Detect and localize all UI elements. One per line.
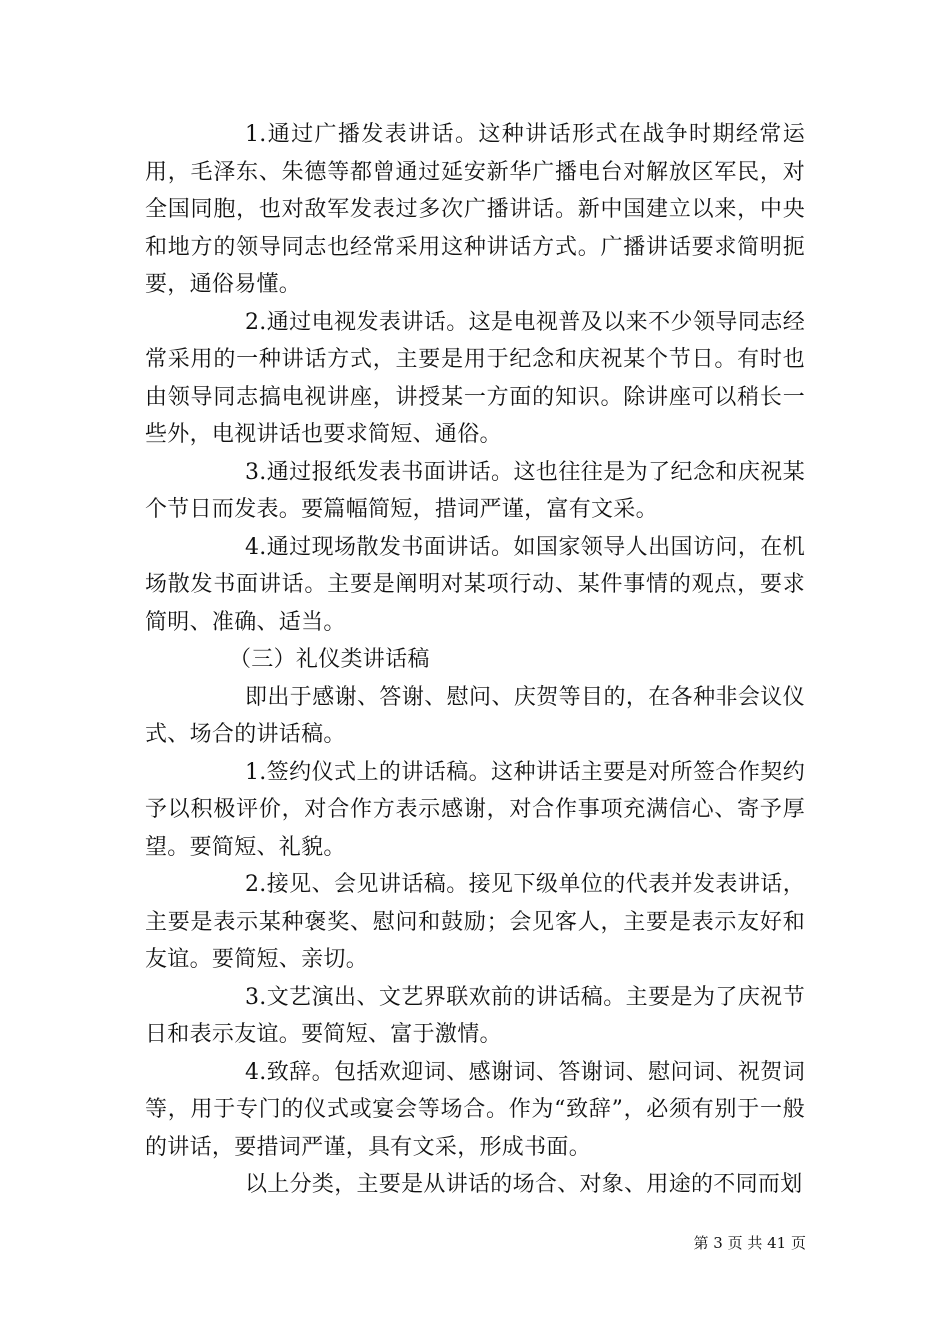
paragraph-newspaper-speech: 3.通过报纸发表书面讲话。这也往往是为了纪念和庆祝某个节日而发表。要篇幅简短，措词严谨，富有文采。 [145, 459, 805, 522]
section-heading-ceremonial: （三）礼仪类讲话稿 [229, 647, 430, 672]
paragraph-reception-meeting: 2.接见、会见讲话稿。接见下级单位的代表并发表讲话，主要是表示某种褒奖、慰问和鼓励；会见客人，主要是表示友好和友谊。要简短、亲切。 [145, 872, 805, 972]
paragraph-broadcast-speech: 1.通过广播发表讲话。这种讲话形式在战争时期经常运用，毛泽东、朱德等都曾通过延安新华广播电台对解放区军民，对全国同胞，也对敌军发表过多次广播讲话。新中国建立以来，中央和地方的领导同志也经常采用这种讲话方式。广播讲话要求简明扼要，通俗易懂。 [145, 122, 805, 297]
paragraph-onsite-written-speech: 4.通过现场散发书面讲话。如国家领导人出国访问，在机场散发书面讲话。主要是阐明对某项行动、某件事情的观点，要求简明、准确、适当。 [145, 534, 805, 635]
document-body [145, 116, 805, 1204]
paragraph-signing-ceremony: 1.签约仪式上的讲话稿。这种讲话主要是对所签合作契约予以积极评价，对合作方表示感谢，对合作事项充满信心、寄予厚望。要简短、礼貌。 [145, 759, 805, 860]
paragraph-classification-summary: 以上分类，主要是从讲话的场合、对象、用途的不同而划 [245, 1172, 803, 1197]
paragraph-ceremonial-definition: 即出于感谢、答谢、慰问、庆贺等目的，在各种非会议仪式、场合的讲话稿。 [145, 684, 805, 747]
page-number-footer: 第 3 页 共 41 页 [693, 1234, 806, 1252]
paragraph-address: 4.致辞。包括欢迎词、感谢词、答谢词、慰问词、祝贺词等，用于专门的仪式或宴会等场合。作为“致辞”，必须有别于一般的讲话，要措词严谨，具有文采，形成书面。 [145, 1059, 805, 1160]
paragraph-performance-speech: 3.文艺演出、文艺界联欢前的讲话稿。主要是为了庆祝节日和表示友谊。要简短、富于激情。 [145, 984, 805, 1047]
paragraph-tv-speech: 2.通过电视发表讲话。这是电视普及以来不少领导同志经常采用的一种讲话方式，主要是用于纪念和庆祝某个节日。有时也由领导同志搞电视讲座，讲授某一方面的知识。除讲座可以稍长一些外，电视讲话也要求简短、通俗。 [145, 309, 805, 447]
